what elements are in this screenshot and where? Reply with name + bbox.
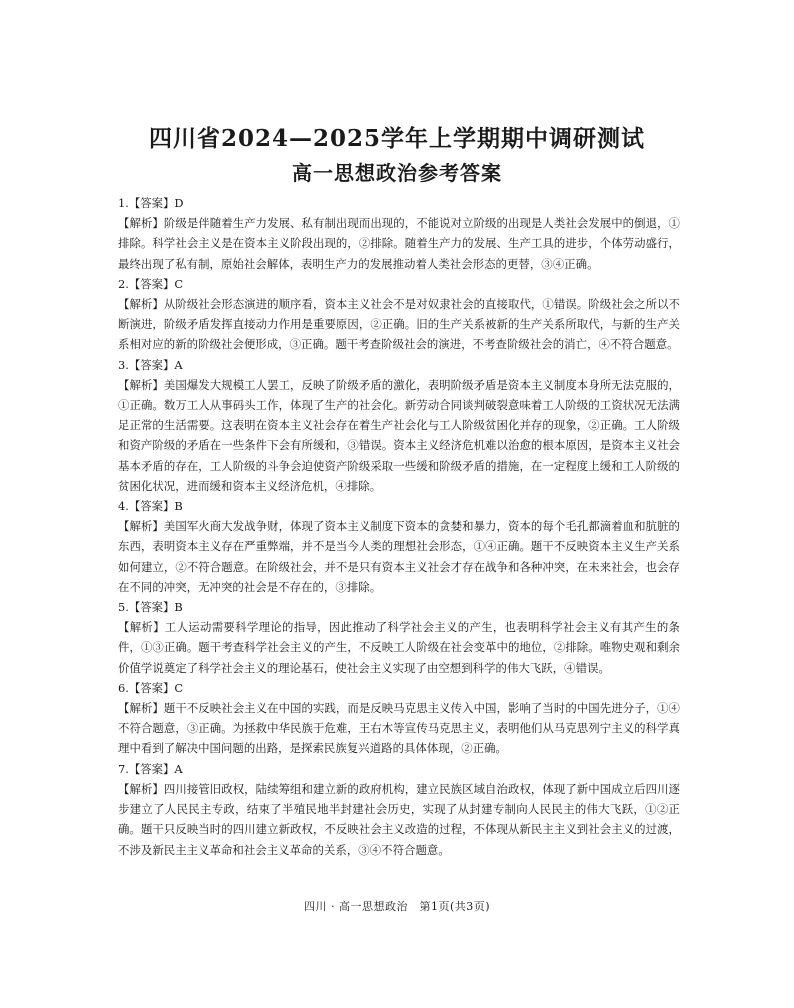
- question-item-7: [118, 759, 680, 860]
- analysis-text: 【解析】从阶级社会形态演进的顺序看，资本主义社会不是对奴隶社会的直接取代，①错误。阶级社会之所以不断演进，阶级矛盾发挥直接动力作用是重要原因，②正确。旧的生产关系被新的生产关系所取代，与新的生产关系相对应的新的阶级社会便形成，③正确。题干考查阶级社会的演进，不考查阶级社会的消亡，④不符合题意。: [118, 297, 680, 352]
- question-item-1: [118, 193, 680, 274]
- analysis-text: 【解析】阶级是伴随着生产力发展、私有制出现而出现的，不能说对立阶级的出现是人类社会发展中的倒退，①排除。科学社会主义是在资本主义阶段出现的，②排除。随着生产力的发展、生产工具的进步，个体劳动盛行，最终出现了私有制，原始社会解体，表明生产力的发展推动着人类社会形态的更替，③④正确。: [118, 216, 680, 271]
- answer-line: 6.【答案】C: [118, 680, 184, 695]
- analysis-text: 【解析】美国军火商大发战争财，体现了资本主义制度下资本的贪婪和暴力，资本的每个毛孔都滴着血和肮脏的东西，表明资本主义存在严重弊端，并不是当今人类的理想社会形态，①④正确。题干不反映资本主义生产关系如何建立，②不符合题意。在阶级社会，并不是只有资本主义社会才存在战争和各种冲突，在未来社会，也会存在不同的冲突，无冲突的社会是不存在的，③排除。: [118, 519, 680, 594]
- question-item-5: [118, 597, 680, 678]
- analysis-text: 【解析】工人运动需要科学理论的指导，因此推动了科学社会主义的产生，也表明科学社会主义有其产生的条件，①③正确。题干考查科学社会主义的产生，不反映工人阶级在社会变革中的地位，②排除。唯物史观和剩余价值学说奠定了科学社会主义的理论基石，使社会主义实现了由空想到科学的伟大飞跃，④错误。: [118, 620, 680, 675]
- answer-line: 2.【答案】C: [118, 276, 184, 291]
- analysis-text: 【解析】题干不反映社会主义在中国的实践，而是反映马克思主义传入中国，影响了当时的中国先进分子，①④不符合题意，③正确。为拯救中华民族于危难，王右木等宣传马克思主义，表明他们从马克思列宁主义的科学真理中看到了解决中国问题的出路，是探索民族复兴道路的具体体现，②正确。: [118, 701, 680, 756]
- answer-list: [118, 193, 680, 860]
- analysis-text: 【解析】美国爆发大规模工人罢工，反映了阶级矛盾的激化，表明阶级矛盾是资本主义制度本身所无法克服的，①正确。数万工人从事码头工作，体现了生产的社会化。新劳动合同谈判破裂意味着工人阶级的工资状况无法满足正常的生活需要。这表明在资本主义社会存在着生产社会化与工人阶级贫困化并存的现象，②正确。工人阶级和资产阶级的矛盾在一些条件下会有所缓和，③错误。资本主义经济危机难以治愈的根本原因，是资本主义社会基本矛盾的存在，工人阶级的斗争会迫使资产阶级采取一些缓和阶级矛盾的措施，在一定程度上缓和工人阶级的贫困化状况，进而缓和资本主义经济危机，④排除。: [118, 377, 680, 493]
- answer-line: 3.【答案】A: [118, 357, 183, 372]
- question-item-3: [118, 355, 680, 496]
- answer-line: 4.【答案】B: [118, 499, 183, 514]
- question-item-4: [118, 496, 680, 597]
- question-item-6: [118, 678, 680, 759]
- answer-line: 5.【答案】B: [118, 600, 183, 615]
- page-title: 四川省2024—2025学年上学期期中调研测试: [148, 125, 646, 152]
- answer-line: 7.【答案】A: [118, 761, 183, 776]
- analysis-text: 【解析】四川接管旧政权，陆续筹组和建立新的政府机构，建立民族区域自治政权，体现了新中国成立后四川逐步建立了人民民主专政，结束了半殖民地半封建社会历史，实现了从封建专制向人民民主的伟大飞跃，①②正确。题干只反映当时的四川建立新政权，不反映社会主义改造的过程，不体现从新民主主义到社会主义的过渡，不涉及新民主主义革命和社会主义革命的关系，③④不符合题意。: [118, 781, 680, 857]
- page-subtitle: 高一思想政治参考答案: [292, 161, 502, 185]
- answer-line: 1.【答案】D: [118, 196, 184, 210]
- question-item-2: [118, 274, 680, 355]
- page-footer: 四川 · 高一思想政治 第1页(共3页): [303, 900, 491, 913]
